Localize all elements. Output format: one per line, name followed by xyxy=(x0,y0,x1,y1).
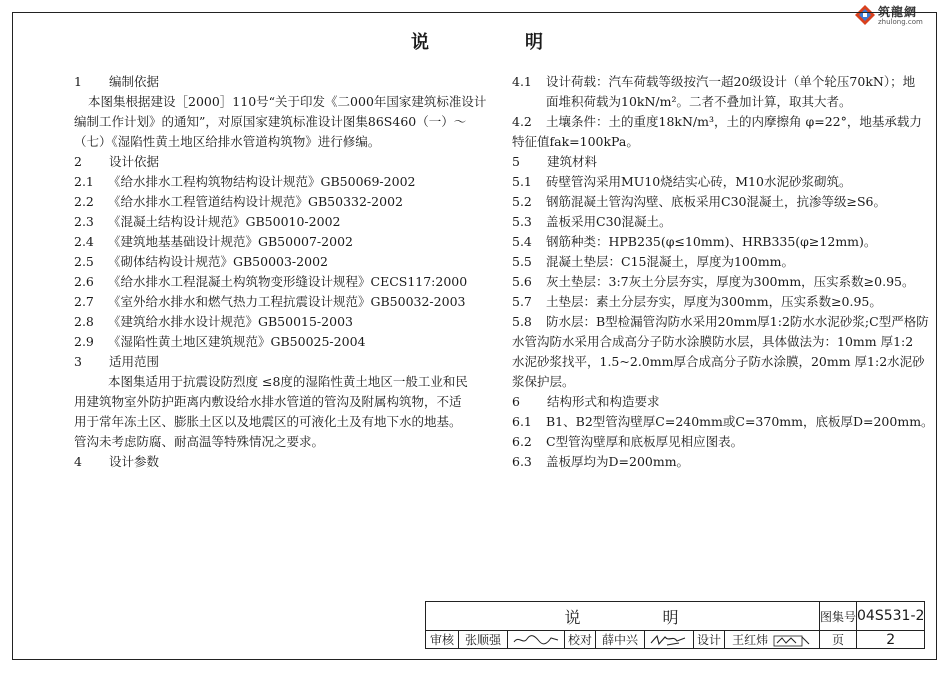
section-number: 2.3 xyxy=(74,214,94,229)
right-column-line xyxy=(512,152,884,172)
section-number: 4.2 xyxy=(512,114,532,129)
list-item-text: 设计荷载：汽车荷载等级按汽一超20级设计（单个轮压70kN）；地 xyxy=(546,74,916,89)
section-heading: 适用范围 xyxy=(109,354,160,369)
left-column-line xyxy=(74,392,462,412)
list-item-text: 《建筑地基基础设计规范》GB50007-2002 xyxy=(108,234,353,249)
section-number: 6 xyxy=(512,394,520,409)
right-column-line xyxy=(512,92,884,112)
left-column-line xyxy=(74,232,444,252)
section-number: 4.1 xyxy=(512,74,532,89)
section-number: 5.7 xyxy=(512,294,532,309)
right-column xyxy=(512,72,934,472)
section-number: 5.8 xyxy=(512,314,532,329)
review-label: 审核 xyxy=(426,631,459,649)
right-column-line xyxy=(512,392,884,412)
section-heading: 建筑材料 xyxy=(547,154,598,169)
section-number: 4 xyxy=(74,454,82,469)
right-column-line xyxy=(512,252,884,272)
list-item-text: B1、B2型管沟壁厚C=240mm或C=370mm，底板厚D=200mm。 xyxy=(546,414,934,429)
right-column-line xyxy=(512,372,884,392)
paragraph-text: 水管沟防水采用合成高分子防水涂膜防水层，具体做法为：10mm 厚1:2 xyxy=(512,334,914,349)
left-column-line xyxy=(74,252,444,272)
left-column-line xyxy=(74,332,444,352)
left-column-line xyxy=(74,352,444,372)
design-label: 设计 xyxy=(694,631,725,649)
section-heading: 设计依据 xyxy=(109,154,160,169)
section-number: 5.6 xyxy=(512,274,532,289)
checker-signature xyxy=(647,633,691,647)
paragraph-text: 面堆积荷载为10kN/m²。二者不叠加计算，取其大者。 xyxy=(546,94,852,109)
section-heading: 编制依据 xyxy=(109,74,160,89)
list-item-text: C型管沟壁厚和底板厚见相应图表。 xyxy=(546,434,744,449)
paragraph-text: （七）《湿陷性黄土地区给排水管道构筑物》进行修编。 xyxy=(74,134,381,149)
paragraph-text: 用建筑物室外防护距离内敷设给水排水管道的管沟及附属构筑物，不适 xyxy=(74,394,462,409)
list-item-text: 《给水排水工程构筑物结构设计规范》GB50069-2002 xyxy=(108,174,416,189)
atlas-label: 图集号 xyxy=(820,602,857,631)
page-label: 页 xyxy=(820,631,857,649)
left-column-line xyxy=(74,412,462,432)
left-column-line xyxy=(74,452,444,472)
right-column-line xyxy=(512,132,884,152)
section-number: 3 xyxy=(74,354,82,369)
paragraph-text: 本图集适用于抗震设防烈度 ≤8度的湿陷性黄土地区一般工业和民 xyxy=(108,374,468,389)
paragraph-text: 本图集根据建设［2000］110号“关于印发《二000年国家建筑标准设计 xyxy=(88,94,487,109)
section-number: 5.3 xyxy=(512,214,532,229)
drawing-title-right: 明 xyxy=(662,607,681,627)
watermark-brand: 筑龍網 xyxy=(878,5,918,19)
list-item-text: 《给水排水工程混凝土构筑物变形缝设计规程》CECS117:2000 xyxy=(108,274,468,289)
check-label: 校对 xyxy=(565,631,596,649)
left-column-line xyxy=(74,432,444,452)
list-item-text: 防水层：B型检漏管沟防水采用20mm厚1:2防水水泥砂浆;C型严格防 xyxy=(546,314,929,329)
designer-cell xyxy=(725,631,820,649)
section-number: 5.1 xyxy=(512,174,532,189)
section-number: 2.8 xyxy=(74,314,94,329)
section-number: 2.5 xyxy=(74,254,94,269)
paragraph-text: 水泥砂浆找平，1.5~2.0mm厚合成高分子防水涂膜，20mm 厚1:2水泥砂 xyxy=(512,354,925,369)
section-heading: 设计参数 xyxy=(109,454,160,469)
right-column-line xyxy=(512,352,925,372)
checker-signature-cell xyxy=(645,631,694,649)
section-number: 1 xyxy=(74,74,82,89)
list-item-text: 混凝土垫层：C15混凝土，厚度为100mm。 xyxy=(546,254,795,269)
designer-signature xyxy=(772,634,812,648)
atlas-number: 04S531-2 xyxy=(857,602,925,631)
right-column-line xyxy=(512,72,916,92)
section-number: 6.3 xyxy=(512,454,532,469)
paragraph-text: 用于常年冻土区、膨胀土区以及地震区的可液化土及有地下水的地基。 xyxy=(74,414,462,429)
right-column-line xyxy=(512,412,934,432)
right-column-line xyxy=(512,332,914,352)
page-title-right: 明 xyxy=(525,32,543,53)
left-column-line xyxy=(74,272,468,292)
page-title-left: 说 xyxy=(411,32,429,53)
list-item-text: 盖板厚均为D=200mm。 xyxy=(546,454,690,469)
section-number: 2.7 xyxy=(74,294,94,309)
list-item-text: 土垫层：素土分层夯实，厚度为300mm，压实系数≥0.95。 xyxy=(546,294,882,309)
list-item-text: 盖板采用C30混凝土。 xyxy=(546,214,672,229)
reviewer-signature-cell xyxy=(508,631,565,649)
right-column-line xyxy=(512,272,915,292)
designer-name: 王红炜 xyxy=(732,633,769,647)
left-column-line xyxy=(74,192,444,212)
list-item-text: 砖壁管沟采用MU10烧结实心砖，M10水泥砂浆砌筑。 xyxy=(546,174,852,189)
left-column-line xyxy=(74,212,444,232)
list-item-text: 《室外给水排水和燃气热力工程抗震设计规范》GB50032-2003 xyxy=(108,294,466,309)
left-column-line xyxy=(74,72,444,92)
section-number: 2 xyxy=(74,154,82,169)
page-title xyxy=(0,28,950,52)
list-item-text: 《混凝土结构设计规范》GB50010-2002 xyxy=(108,214,341,229)
list-item-text: 灰土垫层：3:7灰土分层夯实，厚度为300mm，压实系数≥0.95。 xyxy=(546,274,915,289)
list-item-text: 钢筋种类：HPB235(φ≤10mm)、HRB335(φ≥12mm)。 xyxy=(546,234,877,249)
section-heading: 结构形式和构造要求 xyxy=(547,394,660,409)
reviewer-signature xyxy=(511,633,561,647)
left-column-line xyxy=(74,312,444,332)
page-number: 2 xyxy=(857,631,925,649)
left-column-line xyxy=(74,132,444,152)
paragraph-text: 编制工作计划》的通知”，对原国家建筑标准设计图集86S460（一）～ xyxy=(74,114,467,129)
watermark-url: zhulong.com xyxy=(878,18,923,26)
list-item-text: 《给水排水工程管道结构设计规范》GB50332-2002 xyxy=(108,194,403,209)
right-column-line xyxy=(512,112,922,132)
list-item-text: 《建筑给水排水设计规范》GB50015-2003 xyxy=(108,314,353,329)
section-number: 5 xyxy=(512,154,520,169)
list-item-text: 钢筋混凝土管沟沟壁、底板采用C30混凝土，抗渗等级≥S6。 xyxy=(546,194,886,209)
right-column-line xyxy=(512,312,929,332)
right-column-line xyxy=(512,172,884,192)
left-column-line xyxy=(74,92,487,112)
right-column-line xyxy=(512,432,884,452)
right-column-line xyxy=(512,292,884,312)
section-number: 2.9 xyxy=(74,334,94,349)
section-number: 2.1 xyxy=(74,174,94,189)
left-column-line xyxy=(74,112,467,132)
drawing-title-left: 说 xyxy=(564,607,583,627)
list-item-text: 《湿陷性黄土地区建筑规范》GB50025-2004 xyxy=(108,334,366,349)
left-column-line xyxy=(74,292,466,312)
right-column-line xyxy=(512,232,884,252)
paragraph-text: 特征值fak=100kPa。 xyxy=(512,134,639,149)
section-number: 2.6 xyxy=(74,274,94,289)
left-column xyxy=(74,72,487,472)
drawing-title-cell xyxy=(426,602,820,631)
list-item-text: 《砌体结构设计规范》GB50003-2002 xyxy=(108,254,328,269)
section-number: 5.2 xyxy=(512,194,532,209)
section-number: 6.2 xyxy=(512,434,532,449)
list-item-text: 土壤条件：土的重度18kN/m³，土的内摩擦角 φ=22°，地基承载力 xyxy=(546,114,922,129)
left-column-line xyxy=(74,172,444,192)
section-number: 5.4 xyxy=(512,234,532,249)
title-block xyxy=(425,601,925,649)
left-column-line xyxy=(74,372,468,392)
left-column-line xyxy=(74,152,444,172)
section-number: 5.5 xyxy=(512,254,532,269)
section-number: 6.1 xyxy=(512,414,532,429)
right-column-line xyxy=(512,192,884,212)
right-column-line xyxy=(512,212,884,232)
section-number: 2.2 xyxy=(74,194,94,209)
checker-name: 薛中兴 xyxy=(596,631,645,649)
paragraph-text: 管沟未考虑防腐、耐高温等特殊情况之要求。 xyxy=(74,434,325,449)
section-number: 2.4 xyxy=(74,234,94,249)
right-column-line xyxy=(512,452,884,472)
paragraph-text: 浆保护层。 xyxy=(512,374,575,389)
reviewer-name: 张顺强 xyxy=(459,631,508,649)
